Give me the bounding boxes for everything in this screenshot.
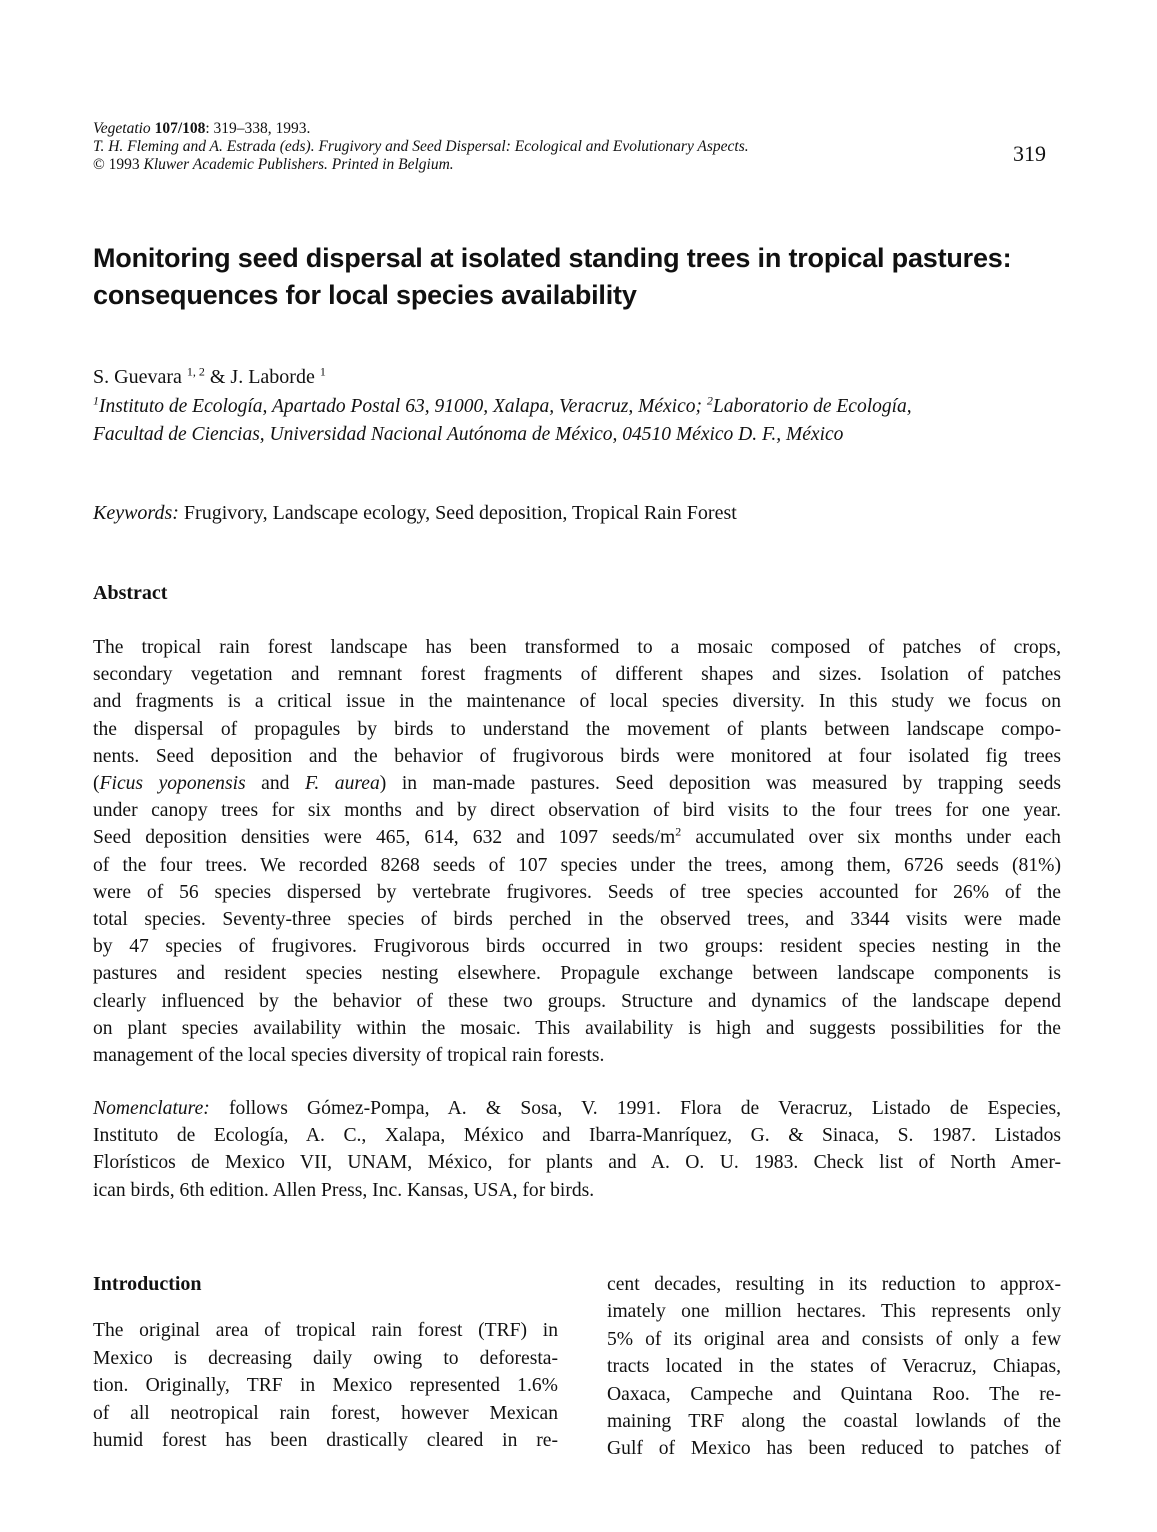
abstract-line [93, 824, 1061, 851]
affiliation-text: Instituto de Ecología, Apartado Postal 63, 91000, Xalapa, Veracruz, México; [99, 396, 707, 417]
abstract-line: total species. Seventy-three species of birds perched in the observed trees, and 3344 visits were made [93, 909, 1061, 931]
abstract-line: secondary vegetation and remnant forest fragments of different shapes and sizes. Isolation of patches [93, 664, 1061, 686]
body-line: 5% of its original area and consists of only a few [607, 1328, 1061, 1350]
superscript: 2 [675, 824, 682, 839]
abstract-line: The tropical rain forest landscape has been transformed to a mosaic composed of patches of crops, [93, 637, 1061, 658]
journal-header [93, 120, 749, 174]
abstract-line: were of 56 species dispersed by vertebrate frugivores. Seeds of tree species accounted for 26% of the [93, 881, 1061, 903]
author-affiliation-marker: 1, 2 [186, 364, 205, 379]
abstract-line: and fragments is a critical issue in the maintenance of local species diversity. In this study we focus on [93, 691, 1061, 713]
body-line: imately one million hectares. This represents only [607, 1301, 1061, 1323]
abstract-text: accumulated over six months under each [681, 827, 1061, 849]
body-line: Mexico is decreasing daily owing to deforesta- [93, 1347, 558, 1369]
abstract-line: of the four trees. We recorded 8268 seeds of 107 species under the trees, among them, 6726 seeds (81%) [93, 854, 1061, 876]
page-number: 319 [1013, 141, 1046, 166]
abstract-line [93, 770, 1061, 797]
abstract-line: on plant species availability within the mosaic. This availability is high and suggests possibilities for the [93, 1017, 1061, 1039]
body-line: tracts located in the states of Veracruz, Chiapas, [607, 1356, 1061, 1378]
article-title [93, 240, 1083, 314]
journal-pages-year: : 319–338, 1993. [205, 120, 311, 137]
affiliation-text: Laboratorio de Ecología, [712, 396, 912, 417]
nomenclature-line [93, 1095, 1061, 1122]
keywords-text: Frugivory, Landscape ecology, Seed deposition, Tropical Rain Forest [178, 502, 737, 524]
nomenclature-text: follows Gómez-Pompa, A. & Sosa, V. 1991. Flora de Veracruz, Listado de Especies, [209, 1098, 1061, 1119]
body-line: of all neotropical rain forest, however Mexican [93, 1402, 558, 1424]
body-line: cent decades, resulting in its reduction to approx- [607, 1274, 1061, 1295]
abstract-text: ) in man-made pastures. Seed deposition was measured by trapping seeds [379, 773, 1061, 795]
nomenclature-line: Instituto de Ecología, A. C., Xalapa, México and Ibarra-Manríquez, G. & Sinaca, S. 1987. Listados [93, 1125, 1061, 1147]
introduction-column-left [93, 1271, 558, 1454]
abstract-line: nents. Seed deposition and the behavior of frugivorous birds were monitored at four isolated fig trees [93, 745, 1061, 767]
author-name: J. Laborde [230, 366, 315, 388]
body-line: maining TRF along the coastal lowlands of the [607, 1411, 1061, 1433]
abstract-text: and [245, 773, 305, 795]
journal-citation [93, 120, 749, 138]
body-line: Oaxaca, Campeche and Quintana Roo. The re- [607, 1383, 1061, 1405]
copyright-year: 1993 [104, 156, 144, 173]
introduction-heading: Introduction [93, 1273, 202, 1295]
nomenclature [93, 1095, 1061, 1204]
affiliation-marker: 1 [93, 393, 99, 408]
journal-name: Vegetatio [93, 120, 151, 137]
abstract-text: Seed deposition densities were 465, 614, 632 and 1097 seeds/m [93, 827, 676, 849]
keywords-label: Keywords: [93, 502, 179, 524]
body-line: tion. Originally, TRF in Mexico represented 1.6% [93, 1375, 558, 1397]
abstract-line: under canopy trees for six months and by direct observation of bird visits to the four trees for one year. [93, 800, 1061, 822]
abstract-heading: Abstract [93, 582, 168, 604]
nomenclature-label: Nomenclature: [93, 1098, 210, 1119]
abstract-body [93, 634, 1061, 1069]
abstract-line: by 47 species of frugivores. Frugivorous birds occurred in two groups: resident species nesting in the [93, 936, 1061, 958]
affiliation-line [93, 393, 1083, 421]
journal-copyright [93, 156, 749, 174]
abstract-line: pastures and resident species nesting elsewhere. Propagule exchange between landscape components is [93, 963, 1061, 985]
affiliation-marker: 2 [706, 393, 713, 408]
species-name: F. aurea [304, 773, 380, 795]
affiliation-line: Facultad de Ciencias, Universidad Nacional Autónoma de México, 04510 México D. F., México [93, 424, 844, 445]
abstract-line: management of the local species diversity of tropical rain forests. [93, 1045, 605, 1067]
authors [93, 366, 326, 389]
species-name: Ficus yoponensis [99, 773, 246, 795]
body-line: humid forest has been drastically cleared in re- [93, 1430, 558, 1452]
introduction-column-right [607, 1271, 1061, 1463]
title-line: consequences for local species availability [93, 280, 637, 310]
affiliations [93, 393, 1083, 449]
journal-editors: T. H. Fleming and A. Estrada (eds). Frugivory and Seed Dispersal: Ecological and Evolutionary Aspects. [93, 138, 749, 155]
body-line: The original area of tropical rain forest (TRF) in [93, 1320, 558, 1342]
nomenclature-line: ican birds, 6th edition. Allen Press, Inc. Kansas, USA, for birds. [93, 1179, 595, 1201]
nomenclature-line: Florísticos de Mexico VII, UNAM, México, for plants and A. O. U. 1983. Check list of North Amer- [93, 1152, 1061, 1174]
abstract-line: clearly influenced by the behavior of these two groups. Structure and dynamics of the landscape depend [93, 990, 1061, 1012]
copyright-text: Kluwer Academic Publishers. Printed in Belgium. [143, 156, 454, 173]
author-affiliation-marker: 1 [319, 364, 326, 379]
copyright-symbol: © [93, 156, 105, 173]
abstract-line: the dispersal of propagules by birds to understand the movement of plants between landscape compo- [93, 718, 1061, 740]
abstract-text: ( [93, 773, 100, 795]
keywords [93, 502, 737, 525]
journal-volume: 107/108 [154, 120, 206, 137]
body-line: Gulf of Mexico has been reduced to patches of [607, 1438, 1061, 1460]
author-separator: & [204, 366, 231, 388]
title-line: Monitoring seed dispersal at isolated standing trees in tropical pastures: [93, 243, 1012, 273]
author-name: S. Guevara [93, 366, 182, 388]
